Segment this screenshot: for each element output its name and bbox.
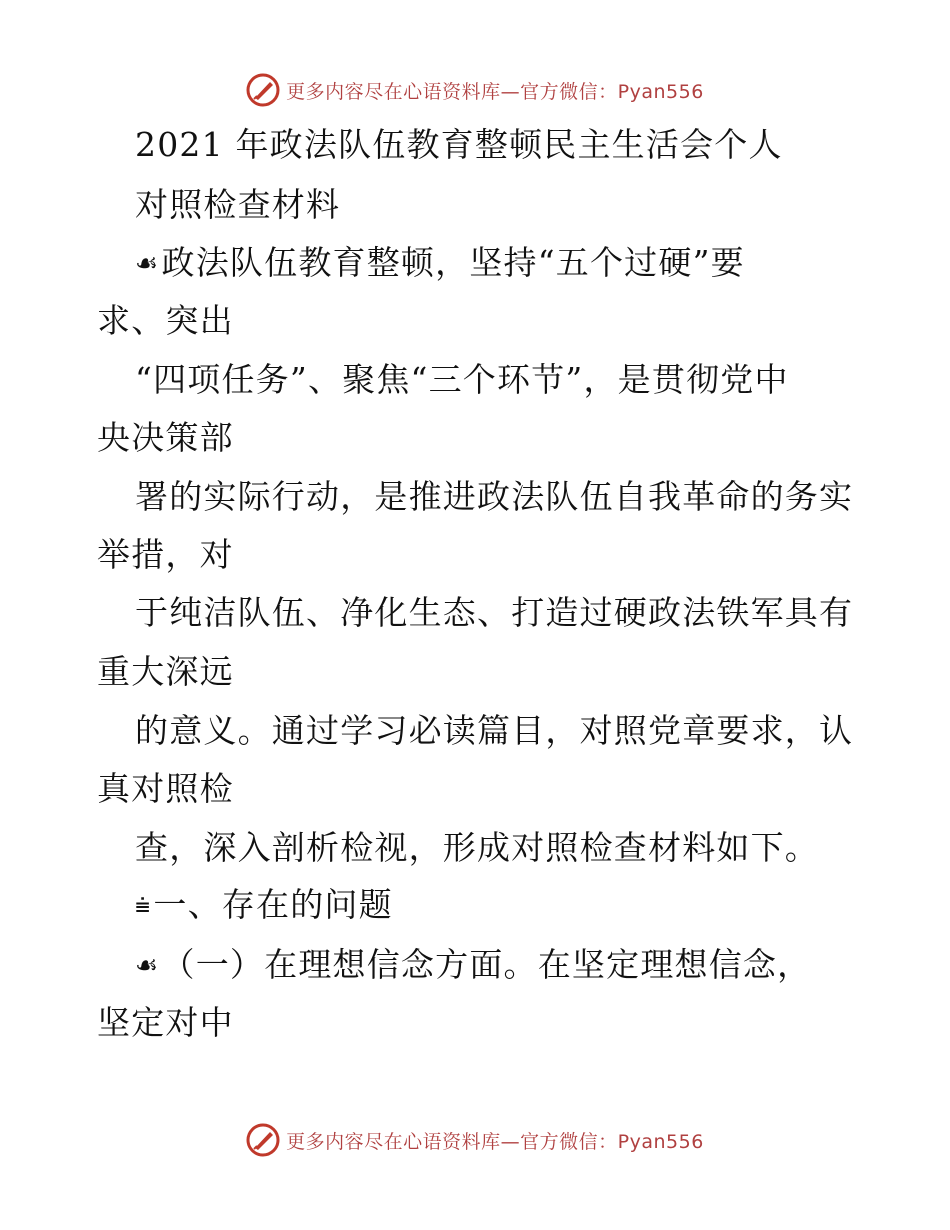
text-line	[135, 185, 340, 225]
text-line-content: 查，深入剖析检视，形成对照检查材料如下。	[135, 828, 819, 867]
text-line-content: 举措，对	[97, 535, 234, 574]
text-line	[97, 769, 234, 809]
text-line	[97, 301, 234, 341]
text-line-content: 一、存在的问题	[153, 885, 393, 924]
bullet-glyph-icon: ☙	[135, 249, 160, 279]
bullet-glyph-icon: ☙	[135, 951, 160, 981]
text-line-content: 署的实际行动，是推进政法队伍自我革命的务实	[135, 477, 854, 516]
footer-watermark	[0, 1120, 950, 1160]
text-line-content: 真对照检	[97, 769, 234, 808]
text-line-content: 2021 年政法队伍教育整顿民主生活会个人	[135, 125, 783, 164]
text-line-content: 政法队伍教育整顿，坚持“五个过硬”要	[161, 243, 745, 282]
text-line-content: 的意义。通过学习必读篇目，对照党章要求，认	[135, 711, 854, 750]
text-line	[135, 711, 853, 751]
text-line	[97, 1003, 234, 1043]
text-line	[135, 477, 853, 517]
text-line-content: 重大深远	[97, 652, 234, 691]
text-line	[135, 360, 789, 400]
text-line	[135, 945, 811, 985]
quill-logo-icon	[246, 1123, 280, 1157]
text-line	[97, 418, 234, 458]
text-line	[135, 885, 393, 925]
bullet-glyph-icon: ⩧	[135, 891, 152, 921]
text-line-content: 于纯洁队伍、净化生态、打造过硬政法铁军具有	[135, 593, 854, 632]
watermark-text: 更多内容尽在心语资料库—官方微信：Pyan556	[286, 1130, 704, 1153]
header-watermark	[0, 70, 950, 110]
text-line-content: “四项任务”、聚焦“三个环节”，是贯彻党中	[135, 360, 789, 399]
text-line	[97, 535, 234, 575]
text-line-content: 对照检查材料	[135, 185, 341, 224]
quill-logo-icon	[246, 73, 280, 107]
text-line	[97, 652, 234, 692]
text-line-content: （一）在理想信念方面。在坚定理想信念，	[161, 945, 812, 984]
text-line	[135, 828, 819, 868]
watermark-text: 更多内容尽在心语资料库—官方微信：Pyan556	[286, 80, 704, 103]
text-line	[135, 593, 853, 633]
text-line-content: 央决策部	[97, 418, 234, 457]
text-line	[135, 125, 783, 165]
text-line	[135, 243, 745, 283]
text-line-content: 求、突出	[97, 301, 234, 340]
text-line-content: 坚定对中	[97, 1003, 234, 1042]
